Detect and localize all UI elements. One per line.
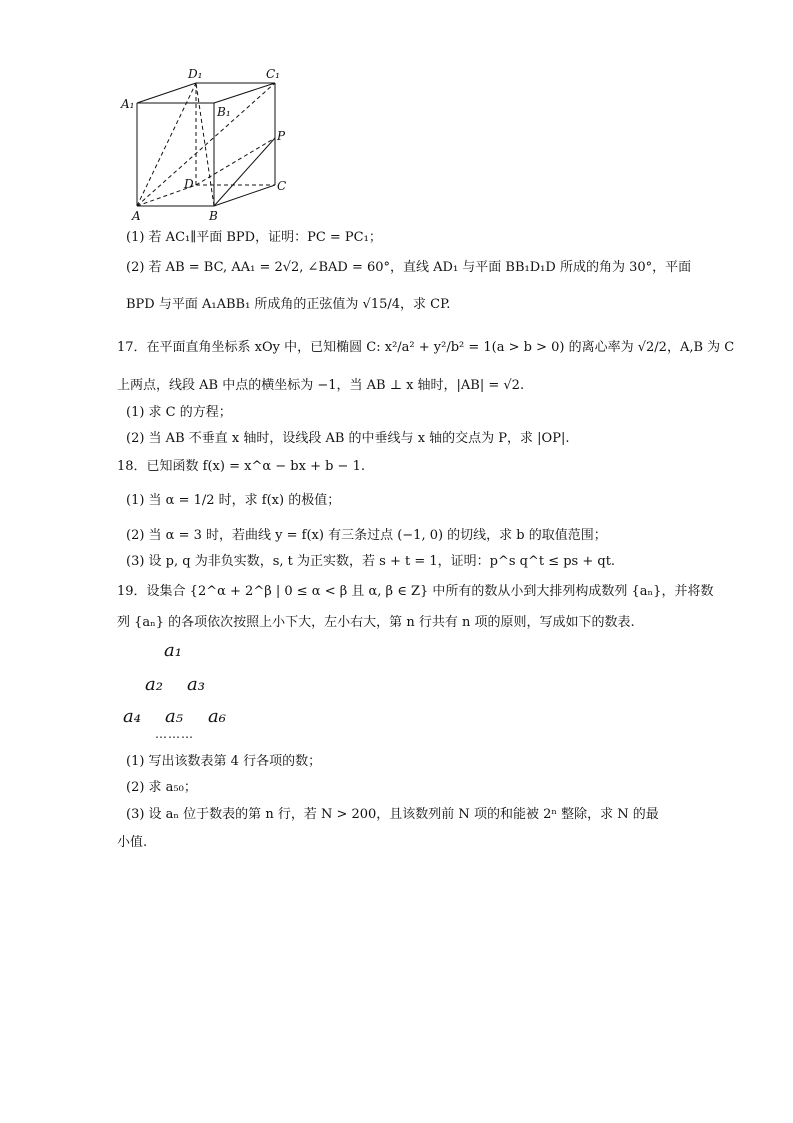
q19-stem-line2: 列 {aₙ} 的各项依次按照上小下大，左小右大，第 n 行共有 n 项的原则，写成如下的数表. (117, 615, 635, 630)
label-B1: B₁ (217, 105, 231, 119)
q16-part1: (1) 若 AC₁∥平面 BPD，证明：PC = PC₁； (126, 230, 382, 245)
label-P: P (277, 129, 286, 143)
q19-part2: (2) 求 a₅₀； (126, 780, 197, 795)
q18-part3: (3) 设 p, q 为非负实数，s, t 为正实数，若 s + t = 1，证明：p^s q^t ≤ ps + qt. (126, 554, 616, 569)
q19-part1: (1) 写出该数表第 4 行各项的数； (126, 754, 322, 769)
label-B: B (209, 209, 218, 223)
label-A: A (132, 209, 141, 223)
table-cell: a₄ (123, 706, 141, 727)
label-C1: C₁ (266, 67, 280, 81)
table-cell: a₁ (164, 640, 182, 661)
edge-C1-B1 (214, 83, 275, 103)
q16-part2-line2: BPD 与平面 A₁ABB₁ 所成角的正弦值为 √15/4，求 CP. (126, 297, 451, 312)
q19-stem-line1: 19．设集合 {2^α + 2^β | 0 ≤ α < β 且 α, β ∈ Z} 中所有的数从小到大排列构成数列 {aₙ}，并将数 (117, 584, 714, 599)
q17-stem-line1: 17．在平面直角坐标系 xOy 中，已知椭圆 C: x²/a² + y²/b² = 1(a > b > 0) 的离心率为 √2/2，A,B 为 C (117, 340, 735, 355)
prism-figure (0, 0, 793, 230)
q17-stem-line2: 上两点，线段 AB 中点的横坐标为 −1，当 AB ⊥ x 轴时，|AB| = √2. (117, 378, 525, 393)
table-cell: a₆ (208, 706, 226, 727)
hidden-segment-B-D1 (196, 83, 214, 206)
table-cell: a₃ (187, 674, 205, 695)
table-cell: a₅ (165, 706, 183, 727)
label-D: D (184, 177, 194, 191)
label-D1: D₁ (188, 67, 203, 81)
edge-A1-D1 (137, 83, 196, 103)
label-C: C (277, 179, 287, 193)
q19-part3-line1: (3) 设 aₙ 位于数表的第 n 行，若 N > 200，且该数列前 N 项的和能被 2ⁿ 整除，求 N 的最 (126, 807, 659, 822)
q16-part2-line1: (2) 若 AB = BC, AA₁ = 2√2, ∠BAD = 60°，直线 AD₁ 与平面 BB₁D₁D 所成的角为 30°，平面 (126, 260, 692, 275)
q17-part2: (2) 当 AB 不垂直 x 轴时，设线段 AB 的中垂线与 x 轴的交点为 P，求 |OP|. (126, 431, 570, 446)
q19-part3-line2: 小值. (117, 835, 148, 850)
q18-part1: (1) 当 α = 1/2 时，求 f(x) 的极值； (126, 493, 341, 508)
label-A1: A₁ (121, 97, 135, 111)
number-table-ellipsis: ……… (155, 727, 194, 741)
q17-part1: (1) 求 C 的方程； (126, 405, 232, 420)
table-cell: a₂ (145, 674, 163, 695)
q18-part2: (2) 当 α = 3 时，若曲线 y = f(x) 有三条过点 (−1, 0) 的切线，求 b 的取值范围； (126, 528, 607, 543)
hidden-diagonal-A-C1 (137, 83, 275, 206)
q18-stem: 18．已知函数 f(x) = x^α − bx + b − 1. (117, 459, 365, 474)
